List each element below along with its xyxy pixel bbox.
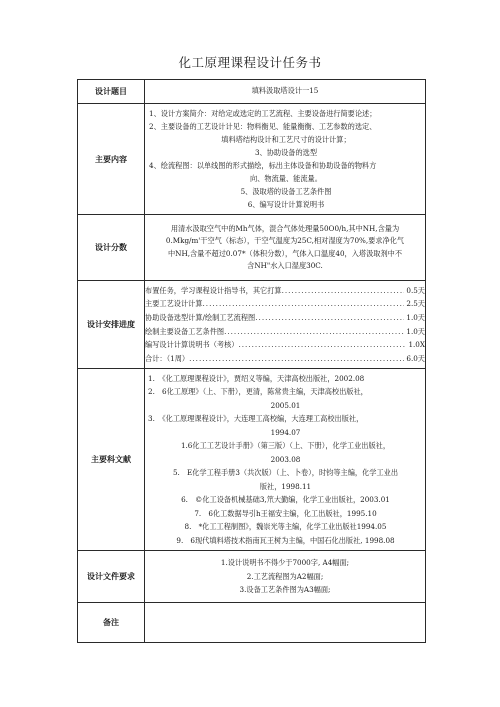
ref-line: 9. 6现代填料塔技术指南瓦王树为主编，中国石化出版社, 1998.08 bbox=[176, 535, 395, 545]
params-line: 含NH"水入口湿度30C. bbox=[247, 260, 323, 270]
requirement-line: 3.设备工艺条件图为A3幅面; bbox=[239, 585, 331, 595]
content-line: 6、编写设计计算说明书 bbox=[247, 200, 325, 209]
schedule-days: 1.0天 bbox=[406, 326, 425, 336]
content-line: 5、汲取塔的设备工艺条件图 bbox=[240, 187, 332, 196]
label-requirements: 设计文件要求 bbox=[78, 551, 145, 603]
row-schedule bbox=[78, 281, 426, 369]
label-content: 主要内容 bbox=[78, 104, 145, 215]
notes-value bbox=[145, 603, 426, 643]
schedule-item bbox=[145, 311, 425, 325]
schedule-task: 布置任务，学习课程设计指导书，其它打算 bbox=[145, 285, 282, 295]
content-cell bbox=[145, 104, 426, 215]
content-line: 向、物流量、能流量。 bbox=[250, 174, 322, 183]
content-line: 3、协助设备的选型 bbox=[254, 148, 318, 157]
row-content bbox=[78, 104, 426, 215]
params-cell bbox=[145, 215, 426, 281]
ref-line: 2005.01 bbox=[270, 400, 301, 410]
schedule-days: 1.0X bbox=[408, 340, 425, 350]
schedule-item bbox=[145, 325, 425, 339]
content-line: 填料塔结构设计和工艺尺寸的设计计算； bbox=[221, 135, 351, 144]
schedule-days: 0.5天 bbox=[406, 285, 425, 295]
row-requirements bbox=[78, 551, 426, 603]
schedule-item bbox=[145, 352, 425, 366]
row-notes bbox=[78, 603, 426, 643]
row-params bbox=[78, 215, 426, 281]
ref-line: 1994.07 bbox=[270, 427, 301, 437]
label-refs: 主要科文献 bbox=[78, 369, 145, 551]
leader-dots bbox=[189, 352, 404, 366]
schedule-item bbox=[145, 338, 425, 352]
label-topic: 设计题目 bbox=[78, 80, 145, 104]
schedule-task: 编写设计计算说明书（考核） bbox=[145, 340, 239, 350]
leader-dots bbox=[203, 297, 405, 311]
leader-dots bbox=[238, 338, 406, 352]
label-params: 设计分数 bbox=[78, 215, 145, 281]
leader-dots bbox=[282, 284, 405, 298]
ref-line: 6. ©化工设备机械基础3,笊大勤编，化学工业出版社，2003.01 bbox=[181, 495, 390, 505]
params-line: 中NH,含量不超过0.07*（体积分数），气体入口温度40，入塔汲取剂中不 bbox=[167, 248, 403, 258]
topic-value: 填料汲取塔设计一15 bbox=[145, 80, 426, 104]
schedule-item bbox=[145, 297, 425, 311]
schedule-task: 协助设备选型计算/绘制工艺流程图 bbox=[145, 312, 256, 322]
ref-line: 版社，1998.11 bbox=[259, 481, 312, 491]
ref-line: 1.6化工工艺设计手册》（第三版）（上、下册），化学工业出版社， bbox=[180, 441, 391, 451]
content-line: 2、主要设备的工艺设计计见：物料衡见、能量衡衡、工艺参数的选定、 bbox=[149, 122, 377, 131]
requirements-cell bbox=[145, 551, 426, 603]
schedule-days: 2.5天 bbox=[406, 299, 425, 309]
ref-line: 8. *化工工程制图》，魏崇光等主编，化学工业出版社1994.05 bbox=[184, 522, 387, 532]
row-refs bbox=[78, 369, 426, 551]
label-schedule: 设计安排进度 bbox=[78, 281, 145, 369]
schedule-task: 合计：（1周） bbox=[145, 353, 190, 363]
ref-line: 2003.08 bbox=[270, 454, 301, 464]
schedule-task: 绘制主要设备工艺条件图 bbox=[145, 326, 225, 336]
params-line: 0.Mkg/m'干空气（标态），干空气温度为25C,相对湿度为70%,要求净化气 bbox=[165, 236, 405, 246]
ref-line: 3. 《化工原理课程设计》，大连理工高校编，大连理工高校出版社， bbox=[148, 414, 364, 424]
content-line: 1、设计方案简介：对给定或选定的工艺流程、主要设备进行简要论述； bbox=[149, 109, 377, 118]
schedule-task: 主要工艺设计计算 bbox=[145, 299, 203, 309]
requirement-line: 1.设计说明书不得少于7000字, A4幅面; bbox=[220, 558, 350, 568]
refs-cell bbox=[145, 369, 426, 551]
row-topic bbox=[78, 80, 426, 104]
schedule-days: 6.0天 bbox=[406, 353, 425, 363]
task-form-table bbox=[77, 79, 426, 643]
schedule-days: 1.0天 bbox=[406, 312, 425, 322]
requirement-line: 2.工艺流程图为A2幅面; bbox=[246, 571, 324, 581]
label-notes: 备注 bbox=[78, 603, 145, 643]
ref-line: 5. E化学工程手册3（共次版）（上、卜卷），时钧等主编，化学工业出 bbox=[172, 468, 399, 478]
page-title: 化工原理课程设计任务书 bbox=[178, 55, 322, 70]
ref-line: 2. 6化工原理》（上、下册），更清，陈常贵主编，天津高校出版社， bbox=[148, 387, 368, 397]
params-line: 用清水汲取空气中的Mh气体，混合气体处理量50O0/h,其中NH,含量为 bbox=[170, 223, 400, 233]
schedule-item bbox=[145, 284, 425, 298]
ref-line: 1. 《化工原理课程设计》，贾绍义等编，天津高校出版社，2002.08 bbox=[148, 373, 365, 383]
leader-dots bbox=[224, 325, 404, 339]
schedule-cell bbox=[145, 281, 426, 369]
ref-line: 7. 6化工数据导引h王福安主编，化工出版社，1995.10 bbox=[194, 508, 377, 518]
leader-dots bbox=[255, 311, 404, 325]
content-line: 4、绘流程图：以单线图的形式描绘，标出主体设备和协助设备的物料方 bbox=[149, 161, 377, 170]
